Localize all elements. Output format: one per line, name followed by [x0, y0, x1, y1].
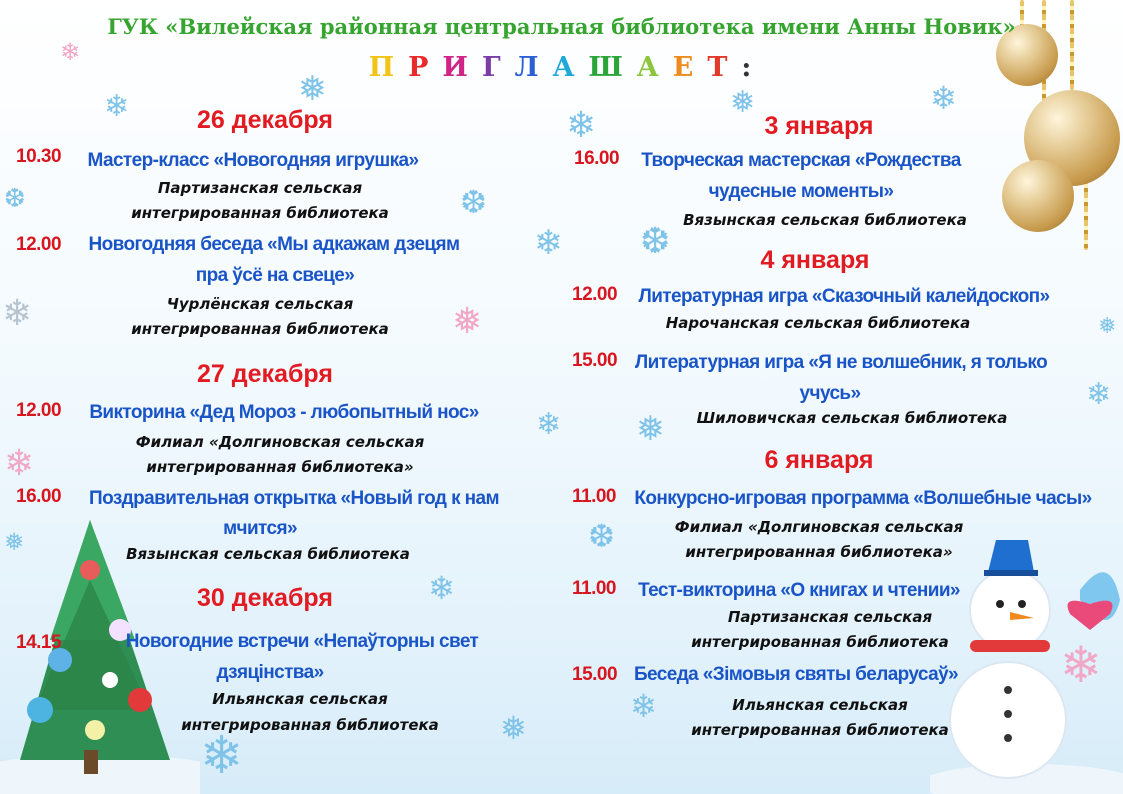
snowflake-icon: ❄	[200, 726, 244, 786]
event-title: дзяцінства»	[216, 662, 324, 683]
event-title: Поздравительная открытка «Новый год к нам	[89, 488, 499, 509]
event-title: Творческая мастерская «Рождества	[641, 150, 961, 171]
snowflake-icon: ❅	[636, 409, 665, 449]
event-place: Ильянская сельская	[212, 690, 388, 708]
snowflake-icon: ❅	[4, 528, 25, 556]
event-title: Новогодние встречи «Непаўторны свет	[125, 631, 479, 652]
snowflake-icon: ❄	[1086, 377, 1112, 412]
christmas-ball-icon	[1002, 160, 1074, 232]
snowflake-icon: ❄	[930, 79, 957, 117]
invite-letter: А	[636, 52, 659, 83]
event-title: Мастер-класс «Новогодняя игрушка»	[87, 150, 419, 171]
event-time: 12.00	[16, 234, 62, 255]
event-time: 14.15	[16, 632, 62, 653]
event-title: пра ўсё на свеце»	[195, 265, 355, 286]
date-heading: 4 января	[760, 246, 870, 274]
event-title: учусь»	[799, 383, 861, 404]
snowflake-icon: ❅	[500, 709, 527, 747]
date-heading: 30 декабря	[197, 584, 333, 612]
event-place: Вязынская сельская библиотека	[126, 545, 410, 563]
event-title: Беседа «Зімовыя святы беларусаў»	[633, 664, 959, 685]
snowflake-icon: ❄	[566, 105, 597, 146]
event-time: 12.00	[572, 284, 618, 305]
invite-letter: Р	[408, 52, 429, 83]
invite-letter: И	[442, 52, 468, 83]
event-time: 12.00	[16, 400, 62, 421]
date-heading: 26 декабря	[197, 106, 333, 134]
event-place: интегрированная библиотека	[691, 721, 949, 739]
event-title: Литературная игра «Я не волшебник, я только	[634, 352, 1048, 373]
event-time: 15.00	[572, 350, 618, 371]
event-title: Викторина «Дед Мороз - любопытный нос»	[89, 402, 479, 423]
invite-letter: П	[368, 52, 395, 83]
snowflake-icon: ❄	[104, 89, 130, 124]
event-title: Тест-викторина «О книгах и чтении»	[638, 580, 960, 601]
snowflake-icon: ❄	[428, 569, 455, 607]
event-place: интегрированная библиотека	[691, 633, 949, 651]
event-time: 11.00	[572, 578, 616, 599]
event-title: Литературная игра «Сказочный калейдоскоп»	[638, 286, 1050, 307]
invite-letter: А	[552, 52, 575, 83]
event-title: мчится»	[223, 518, 297, 539]
event-place: интегрированная библиотека	[131, 320, 389, 338]
invite-letter: Г	[481, 52, 501, 83]
event-place: интегрированная библиотека	[181, 716, 439, 734]
event-place: Партизанская сельская	[157, 179, 363, 197]
event-time: 16.00	[574, 148, 620, 169]
snowflake-icon: ❅	[730, 85, 756, 120]
snowflake-icon: ❄	[60, 38, 81, 66]
event-place: Чурлёнская сельская	[166, 295, 354, 313]
organization-title: ГУК «Вилейская районная центральная библиотека имени Анны Новик»	[107, 14, 1016, 39]
invite-letter: Ш	[588, 52, 623, 83]
event-title: чудесные моменты»	[708, 181, 894, 202]
event-place: Вязынская сельская библиотека	[683, 211, 967, 229]
snowflake-icon: ❅	[452, 301, 483, 342]
date-heading: 3 января	[764, 112, 874, 140]
snowflake-icon: ❆	[4, 184, 26, 214]
event-place: интегрированная библиотека»	[146, 458, 414, 476]
invite-letter: :	[741, 52, 752, 83]
event-place: Партизанская сельская	[727, 608, 933, 626]
event-time: 16.00	[16, 486, 62, 507]
snowflake-icon: ❅	[1098, 314, 1117, 339]
event-time: 11.00	[572, 486, 616, 507]
invite-letter: Е	[672, 52, 694, 83]
snowflake-icon: ❅	[298, 69, 327, 109]
date-heading: 27 декабря	[197, 360, 333, 388]
snowflake-icon: ❄	[2, 293, 33, 334]
snowflake-icon: ❄	[4, 443, 35, 484]
event-title: Конкурсно-игровая программа «Волшебные часы»	[634, 488, 1092, 509]
snowflake-icon: ❄	[534, 223, 563, 263]
event-place: интегрированная библиотека»	[685, 543, 953, 561]
snowflake-icon: ❆	[588, 517, 615, 555]
date-heading: 6 января	[764, 446, 874, 474]
event-place: Нарочанская сельская библиотека	[665, 314, 971, 332]
event-time: 10.30	[16, 146, 62, 167]
invite-letter: Т	[707, 52, 728, 83]
event-place: Филиал «Долгиновская сельская	[135, 433, 425, 451]
snowflake-icon: ❄	[630, 687, 657, 725]
event-time: 15.00	[572, 664, 618, 685]
event-place: интегрированная библиотека	[131, 204, 389, 222]
event-place: Шиловичская сельская библиотека	[696, 409, 1008, 427]
snowflake-icon: ❄	[1060, 636, 1102, 694]
snowflake-icon: ❆	[640, 221, 671, 262]
snowflake-icon: ❆	[460, 183, 487, 221]
event-title: Новогодняя беседа «Мы адкажам дзецям	[88, 234, 460, 255]
event-place: Ильянская сельская	[732, 696, 908, 714]
invite-heading	[300, 52, 820, 83]
event-place: Филиал «Долгиновская сельская	[674, 518, 964, 536]
invite-letter: Л	[514, 52, 539, 83]
snowflake-icon: ❄	[536, 407, 562, 442]
